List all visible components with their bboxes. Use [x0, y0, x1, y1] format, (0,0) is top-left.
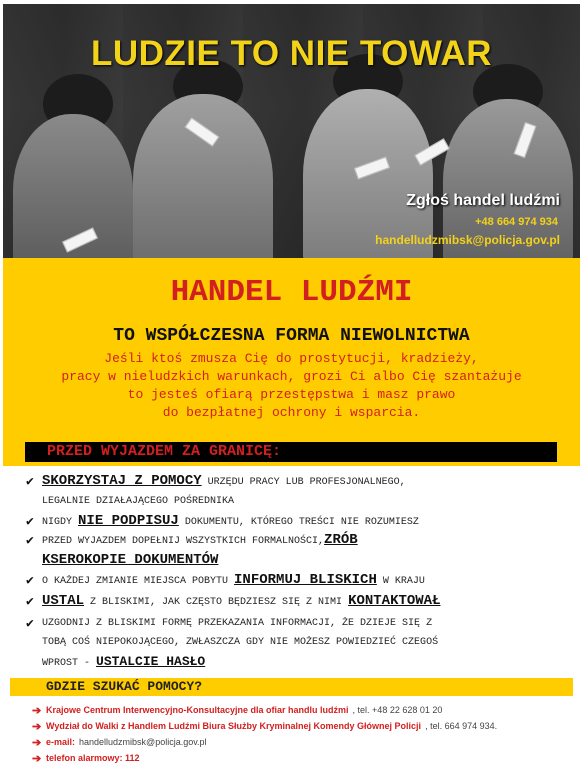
- item-text: UZGODNIJ Z BLISKIMI FORMĘ PRZEKAZANIA INFORMACJI, ŻE DZIEJE SIĘ Z: [42, 618, 433, 629]
- arrow-right-icon: ➔: [32, 704, 42, 717]
- report-phone[interactable]: +48 664 974 934: [475, 216, 558, 228]
- emphasis-text: NIE PODPISUJ: [78, 513, 179, 529]
- list-item: [26, 472, 556, 511]
- list-item: [26, 614, 566, 673]
- list-item: [26, 592, 440, 612]
- contact-item: [32, 735, 497, 749]
- contact-value[interactable]: handelludzmibsk@policja.gov.pl: [79, 737, 207, 747]
- section-heading: PRZED WYJAZDEM ZA GRANICĘ:: [47, 443, 282, 460]
- list-item: [26, 531, 556, 571]
- banner-description: [3, 350, 580, 422]
- banner-line: Jeśli ktoś zmusza Cię do prostytucji, kradzieży,: [104, 351, 479, 366]
- poster-title: LUDZIE TO NIE TOWAR: [91, 34, 492, 73]
- contact-item: [32, 703, 497, 717]
- item-text: URZĘDU PRACY LUB PROFESJONALNEGO,: [201, 477, 406, 488]
- item-text: TOBĄ COŚ NIEPOKOJĄCEGO, ZWŁASZCZA GDY NIE MOŻESZ POWIEDZIEĆ CZEGOŚ: [42, 637, 439, 648]
- contact-list: [32, 703, 497, 767]
- hero-photo: [3, 4, 580, 258]
- report-email[interactable]: handelludzmibsk@policja.gov.pl: [375, 233, 560, 247]
- help-heading: GDZIE SZUKAĆ POMOCY?: [46, 679, 203, 694]
- contact-value[interactable]: , tel. 664 974 934.: [425, 721, 498, 731]
- banner-line: pracy w nieludzkich warunkach, grozi Ci albo Cię szantażuje: [61, 369, 522, 384]
- section-heading-bar: [25, 442, 557, 462]
- banner-subtitle: TO WSPÓŁCZESNA FORMA NIEWOLNICTWA: [113, 326, 470, 346]
- contact-label: e-mail:: [46, 737, 76, 747]
- emphasis-text: KSEROKOPIE DOKUMENTÓW: [42, 552, 219, 568]
- item-text: PRZED WYJAZDEM DOPEŁNIJ WSZYSTKICH FORMALNOŚCI,: [42, 536, 325, 547]
- arrow-right-icon: ➔: [32, 720, 42, 733]
- contact-item: [32, 719, 497, 733]
- emphasis-text: INFORMUJ BLISKICH: [234, 572, 377, 588]
- banner-line: do bezpłatnej ochrony i wsparcia.: [162, 405, 421, 420]
- banner-title: HANDEL LUDŹMI: [170, 275, 413, 310]
- arrow-right-icon: ➔: [32, 752, 42, 765]
- emphasis-text: USTALCIE HASŁO: [96, 654, 206, 669]
- checkmark-icon: ✔: [26, 573, 34, 588]
- contact-label[interactable]: telefon alarmowy: 112: [46, 753, 140, 763]
- item-text: WPROST -: [42, 658, 97, 669]
- info-banner: [3, 258, 580, 466]
- item-text: LEGALNIE DZIAŁAJĄCEGO POŚREDNIKA: [42, 496, 235, 507]
- list-item: [26, 571, 425, 591]
- checkmark-icon: ✔: [26, 474, 34, 489]
- emphasis-text: KONTAKTOWAŁ: [348, 593, 441, 609]
- contact-item: [32, 751, 497, 765]
- emphasis-text: ZRÓB: [324, 532, 358, 548]
- banner-line: to jesteś ofiarą przestępstwa i masz prawo: [127, 387, 456, 402]
- emphasis-text: SKORZYSTAJ Z POMOCY: [42, 473, 202, 489]
- checkmark-icon: ✔: [26, 514, 34, 529]
- help-heading-bar: [10, 678, 573, 696]
- arrow-right-icon: ➔: [32, 736, 42, 749]
- item-text: DOKUMENTU, KTÓREGO TREŚCI NIE ROZUMIESZ: [178, 517, 419, 528]
- item-text: O KAŻDEJ ZMIANIE MIEJSCA POBYTU: [42, 576, 235, 587]
- contact-value[interactable]: , tel. +48 22 628 01 20: [352, 705, 443, 715]
- checkmark-icon: ✔: [26, 533, 34, 548]
- report-label: Zgłoś handel ludźmi: [406, 192, 560, 209]
- checkmark-icon: ✔: [26, 594, 34, 609]
- contact-label: Krajowe Centrum Interwencyjno-Konsultacyjne dla ofiar handlu ludźmi: [46, 705, 349, 715]
- item-text: W KRAJU: [376, 576, 425, 587]
- item-text: NIGDY: [42, 517, 79, 528]
- checkmark-icon: ✔: [26, 616, 34, 631]
- item-text: Z BLISKIMI, JAK CZĘSTO BĘDZIESZ SIĘ Z NIMI: [84, 597, 349, 608]
- list-item: [26, 512, 419, 532]
- person-back: [133, 94, 273, 258]
- emphasis-text: USTAL: [42, 593, 85, 609]
- contact-label: Wydział do Walki z Handlem Ludźmi Biura Służby Kryminalnej Komendy Głównej Policji: [46, 721, 422, 731]
